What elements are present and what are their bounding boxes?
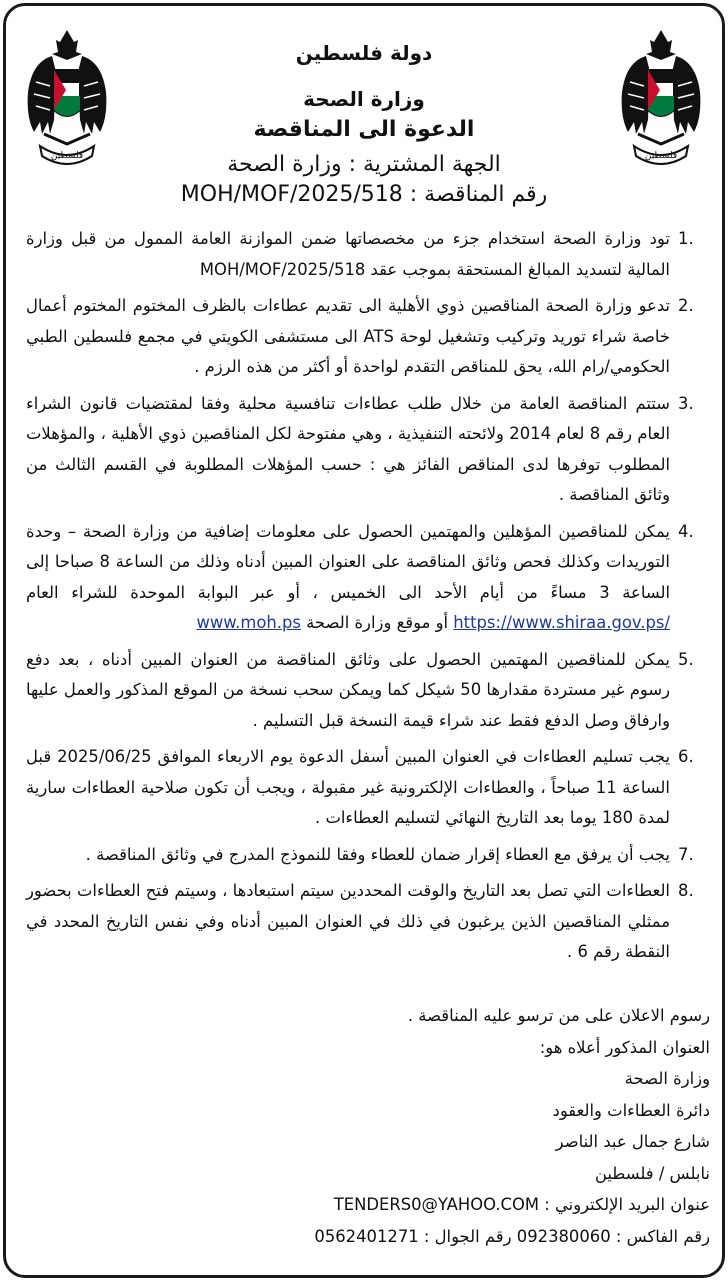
flag-shield-icon <box>54 70 80 116</box>
item-number: 1 . <box>678 224 712 255</box>
address-title: العنوان المذكور أعلاه هو: <box>539 1037 710 1057</box>
item-text: العطاءات التي تصل بعد التاريخ والوقت المحددين سيتم استبعادها ، وسيتم فتح العطاءات بحضور ممثلي المناقصين الذين يرغبون في ذلك في العنوان المبين أدناه وفي نفس التاريخ المحدد في النقطة رقم 6 . <box>26 881 670 961</box>
ministry-name: وزارة الصحة <box>303 87 425 111</box>
announcement-header <box>130 40 598 210</box>
mobile-number: 0562401271 <box>314 1226 419 1246</box>
list-item <box>26 517 712 639</box>
item-number: 6 . <box>678 742 712 773</box>
email-address[interactable]: TENDERS0@YAHOO.COM <box>333 1195 540 1214</box>
item-text: تود وزارة الصحة استخدام جزء من مخصصاتها ضمن الموازنة العامة الممول من قبل وزارة المالية لتسديد المبالغ المستحقة بموجب عقد MOH/MOF/2025/518 <box>26 229 670 279</box>
email-label: عنوان البريد الإلكتروني : <box>539 1195 710 1214</box>
advert-fees-note: رسوم الاعلان على من ترسو عليه المناقصة . <box>407 1006 710 1025</box>
list-item <box>26 742 712 834</box>
item-number: 8 . <box>678 876 712 907</box>
item-text-middle: أو موقع وزارة الصحة <box>300 613 454 632</box>
list-item <box>26 840 712 871</box>
emblem-caption: فلسطين <box>50 151 84 161</box>
palestine-eagle-emblem-right <box>616 22 706 172</box>
phone-line <box>20 1221 710 1253</box>
shiraa-portal-link[interactable]: https://www.shiraa.gov.ps/ <box>453 613 670 632</box>
procuring-entity: الجهة المشترية : وزارة الصحة <box>227 152 501 177</box>
item-number: 3 . <box>678 389 712 420</box>
page-title: الدعوة الى المناقصة <box>253 117 475 142</box>
address-line: وزارة الصحة <box>624 1069 710 1088</box>
list-item <box>26 224 712 285</box>
address-line: شارع جمال عبد الناصر <box>555 1132 710 1151</box>
item-number: 5 . <box>678 645 712 676</box>
emblem-caption: فلسطين <box>644 151 678 161</box>
fax-label: رقم الفاكس : <box>610 1226 710 1246</box>
state-name: دولة فلسطين <box>295 41 433 65</box>
palestine-eagle-emblem-left <box>22 22 112 172</box>
tender-clauses-list <box>26 224 712 974</box>
address-line: نابلس / فلسطين <box>594 1163 710 1183</box>
item-text: يمكن للمناقصين المهتمين الحصول على وثائق المناقصة من العنوان المبين أدناه ، بعد دفع رسوم غير مستردة مقدارها 50 شيكل كما ويمكن سحب نسخة من الموقع المذكور والعمل عليها وارفاق وصل الدفع فقط عند شراء قيمة النسخة قبل التسليم . <box>26 649 670 730</box>
list-item <box>26 645 712 737</box>
item-text: يجب تسليم العطاءات في العنوان المبين أسفل الدعوة يوم الاربعاء الموافق 2025/06/25 قبل الساعة 11 صباحاً ، والعطاءات الإلكترونية غير مقبولة ، ويجب أن تكون صلاحية العطاءات سارية لمدة 180 يوما بعد التاريخ النهائي لتسليم العطاءات . <box>26 747 671 827</box>
contact-footer <box>20 1000 710 1252</box>
address-line: دائرة العطاءات والعقود <box>552 1100 710 1120</box>
item-text: يمكن للمناقصين المؤهلين والمهتمين الحصول على معلومات إضافية من وزارة الصحة – وحدة التوريدات وكذلك فحص وثائق المناقصة على العنوان المبين أدناه وذلك من الساعة 8 صباحا إلى الساعة 3 مساءً من أيام الأحد الى الخميس ، أو عبر البوابة الموحدة للشراء العام <box>26 521 670 602</box>
item-text: تدعو وزارة الصحة المناقصين ذوي الأهلية الى تقديم عطاءات بالظرف المختوم المختوم أعمال خاصة شراء توريد وتركيب وتشغيل لوحة ATS الى مستشفى الكويتي في مجمع فلسطين الطبي الحكومي/رام الله، يحق للمناقص التقدم لواحدة أو أكثر من هذه الرزم . <box>26 296 670 376</box>
item-text: ستتم المناقصة العامة من خلال طلب عطاءات تنافسية محلية وفقا لمقتضيات قانون الشراء العام رقم 8 لعام 2014 ولائحته التنفيذية ، وهي مفتوحة لكل المناقصين ذوي الأهلية ، والمؤهلات المطلوب توفرها لدى المناقص الفائز هي : حسب المؤهلات المطلوبة في القسم الثالث من وثائق المناقصة . <box>26 393 671 504</box>
item-number: 4 . <box>678 517 712 548</box>
fax-number: 092380060 <box>516 1226 611 1246</box>
flag-shield-icon <box>648 70 674 116</box>
item-text: يجب أن يرفق مع العطاء إقرار ضمان للعطاء وفقا للنموذج المدرج في وثائق المناقصة . <box>85 844 670 864</box>
tender-reference: رقم المناقصة : MOH/MOF/2025/518 <box>180 182 548 207</box>
mobile-label: رقم الجوال : <box>418 1226 517 1246</box>
list-item <box>26 876 712 968</box>
email-line <box>20 1189 710 1221</box>
moh-website-link[interactable]: www.moh.ps <box>196 613 301 632</box>
list-item <box>26 291 712 383</box>
list-item <box>26 389 712 511</box>
item-number: 7 . <box>678 840 712 871</box>
item-number: 2 . <box>678 291 712 322</box>
